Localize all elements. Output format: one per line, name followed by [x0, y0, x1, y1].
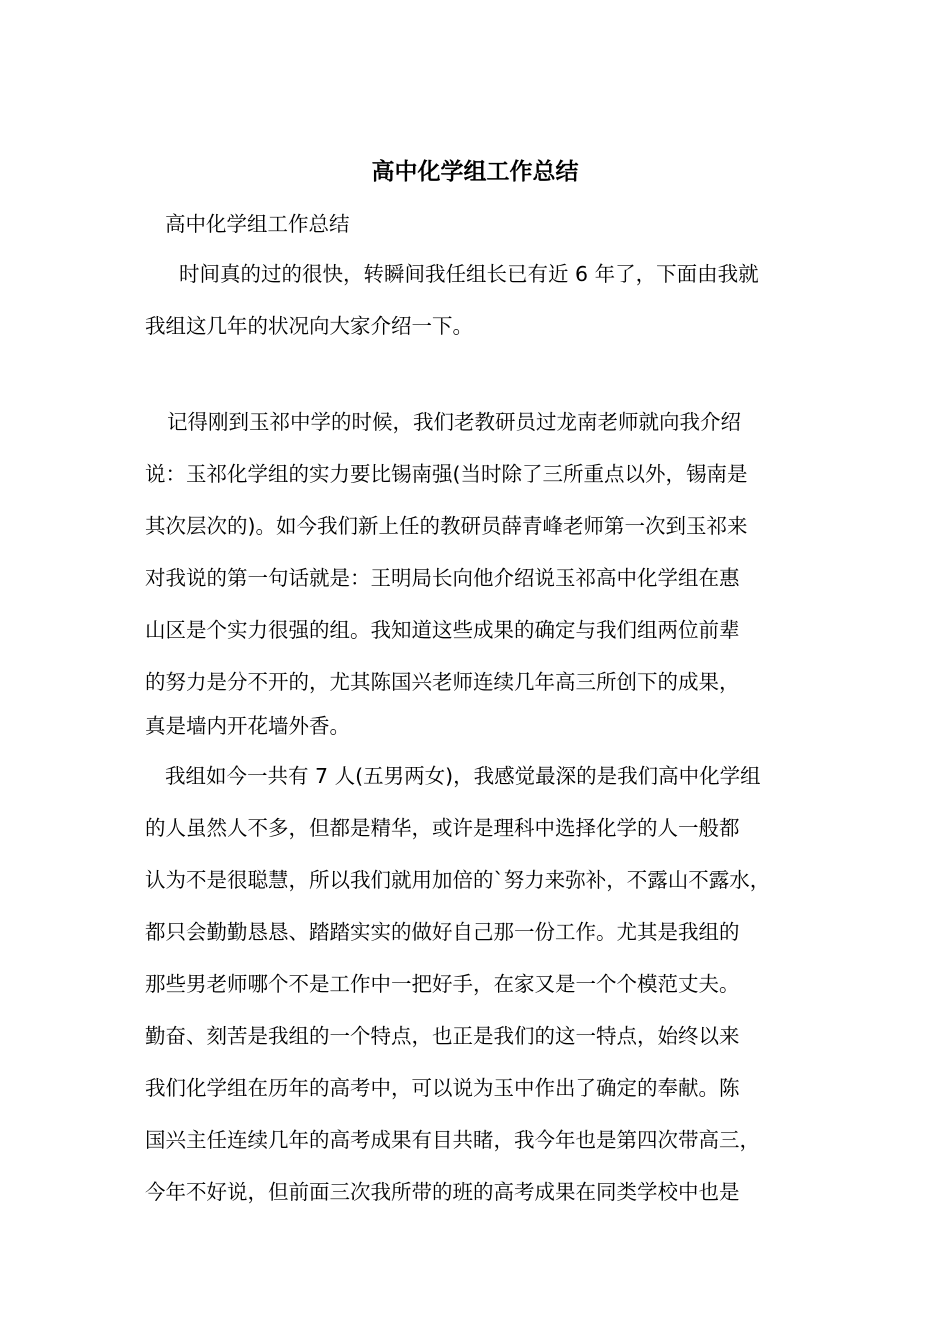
paragraph-line: 我组如今一共有 7 人(五男两女)，我感觉最深的是我们高中化学组 [165, 764, 761, 788]
paragraph-line: 我们化学组在历年的高考中，可以说为玉中作出了确定的奉献。陈 [145, 1076, 740, 1100]
paragraph-line: 那些男老师哪个不是工作中一把好手，在家又是一个个模范丈夫。 [145, 972, 740, 996]
paragraph-line: 的人虽然人不多，但都是精华，或许是理科中选择化学的人一般都 [145, 816, 740, 840]
paragraph-line: 对我说的第一句话就是：王明局长向他介绍说玉祁高中化学组在惠 [145, 566, 740, 590]
paragraph-line: 真是墙内开花墙外香。 [145, 714, 350, 738]
paragraph-line: 国兴主任连续几年的高考成果有目共睹，我今年也是第四次带高三， [145, 1128, 760, 1152]
paragraph-line: 其次层次的)。如今我们新上任的教研员薛青峰老师第一次到玉祁来 [145, 514, 748, 538]
paragraph-line: 都只会勤勤恳恳、踏踏实实的做好自己那一份工作。尤其是我组的 [145, 920, 740, 944]
paragraph-line: 说：玉祁化学组的实力要比锡南强(当时除了三所重点以外，锡南是 [145, 462, 748, 486]
paragraph-line: 的努力是分不开的，尤其陈国兴老师连续几年高三所创下的成果， [145, 670, 740, 694]
paragraph-line: 我组这几年的状况向大家介绍一下。 [145, 314, 473, 338]
paragraph-line: 勤奋、刻苦是我组的一个特点，也正是我们的这一特点，始终以来 [145, 1024, 740, 1048]
subtitle-line: 高中化学组工作总结 [165, 212, 350, 236]
paragraph-line: 记得刚到玉祁中学的时候，我们老教研员过龙南老师就向我介绍 [167, 410, 741, 434]
paragraph-line: 山区是个实力很强的组。我知道这些成果的确定与我们组两位前辈 [145, 618, 740, 642]
paragraph-line: 今年不好说，但前面三次我所带的班的高考成果在同类学校中也是 [145, 1180, 740, 1204]
paragraph-line: 认为不是很聪慧，所以我们就用加倍的`努力来弥补，不露山不露水， [145, 868, 771, 892]
paragraph-line: 时间真的过的很快，转瞬间我任组长已有近 6 年了，下面由我就 [179, 262, 759, 286]
document-title: 高中化学组工作总结 [371, 159, 579, 185]
